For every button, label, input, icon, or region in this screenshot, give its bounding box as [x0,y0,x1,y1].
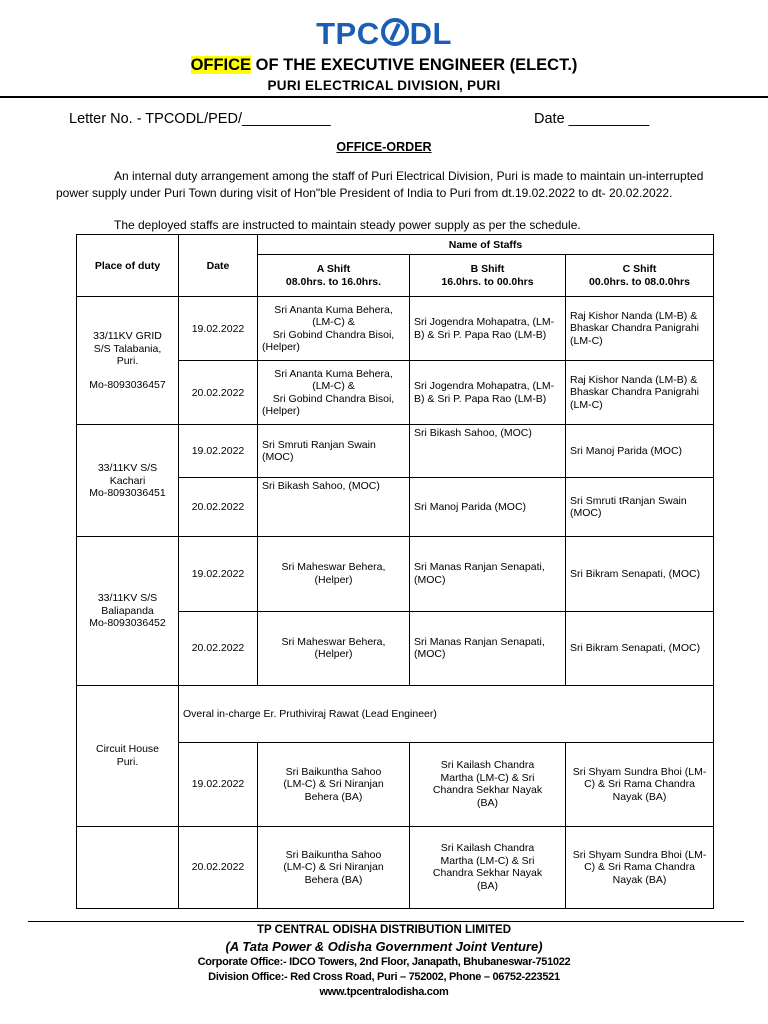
a-shift-cell: Sri Smruti Ranjan Swain (MOC) [258,425,410,478]
place-line: Circuit House [95,743,160,756]
place-line: 33/11KV GRID [93,330,162,343]
footer-tagline: (A Tata Power & Odisha Government Joint Venture) [225,939,543,954]
table-row [77,826,714,908]
table-row [77,425,714,478]
a-shift-time: 08.0hrs. to 16.0hrs. [285,275,382,288]
table-row [77,537,714,611]
place-empty [77,826,179,908]
logo-text-left: TPC [316,16,380,51]
header-place: Place of duty [77,235,179,297]
header-name-of-staffs: Name of Staffs [258,235,714,255]
place-line: Baliapanda [101,604,154,617]
b-shift-cell: Sri Jogendra Mohapatra, (LM-B) & Sri P. Papa Rao (LM-B) [410,297,566,361]
office-title [0,56,768,75]
c-shift-label: C Shift [622,263,657,276]
a-shift-cell: Sri Maheswar Behera, (Helper) [258,537,410,611]
place-mobile: Mo-8093036457 [89,378,166,391]
cell-line: Sri Gobind Chandra Bisoi, [272,392,395,405]
order-paragraph-1: An internal duty arrangement among the staff of Puri Electrical Division, Puri is made to maintain un-interrupted power supply under Puri Town during visit of Hon"ble President of India to Puri from dt.19.02.2022 to dt- 20.02.2022. [56,169,704,200]
place-line: S/S Talabania, [93,342,162,355]
division-title: PURI ELECTRICAL DIVISION, PURI [267,78,501,93]
cell-line: Sri Gobind Chandra Bisoi, [272,328,395,341]
duty-table [76,234,714,909]
place-mobile: Mo-8093036451 [89,487,166,500]
place-mobile: Mo-8093036452 [89,617,166,630]
office-title-rest: OF THE EXECUTIVE ENGINEER (ELECT.) [251,56,578,74]
letter-date: Date __________ [534,111,650,127]
logo-bolt-icon [381,18,409,46]
footer-company: TP CENTRAL ODISHA DISTRIBUTION LIMITED [256,924,512,936]
place-baliapanda [77,537,179,685]
b-shift-label: B Shift [470,263,505,276]
a-shift-cell: Sri Bikash Sahoo, (MOC) [258,478,410,537]
a-shift-cell: Sri Baikuntha Sahoo (LM-C) & Sri Niranjan Behera (BA) [258,742,410,826]
c-shift-cell: Sri Bikram Senapati, (MOC) [566,611,714,685]
c-shift-cell: Sri Shyam Sundra Bhoi (LM-C) & Sri Rama Chandra Nayak (BA) [566,826,714,908]
row-date: 19.02.2022 [179,742,258,826]
a-shift-cell: Sri Maheswar Behera, (Helper) [258,611,410,685]
office-highlight: OFFICE [190,56,252,74]
a-shift-cell [258,297,410,361]
header-b-shift [410,255,566,297]
row-date: 19.02.2022 [179,537,258,611]
table-row [77,297,714,361]
b-shift-time: 16.0hrs. to 00.0hrs [441,275,534,288]
letter-number: Letter No. - TPCODL/PED/___________ [69,111,331,127]
b-shift-cell: Sri Bikash Sahoo, (MOC) [410,425,566,478]
logo-text-right: DL [409,16,452,51]
c-shift-cell: Raj Kishor Nanda (LM-B) & Bhaskar Chandra Panigrahi (LM-C) [566,361,714,425]
header-a-shift [258,255,410,297]
header-date: Date [179,235,258,297]
b-shift-cell: Sri Manoj Parida (MOC) [410,478,566,537]
header-c-shift [566,255,714,297]
row-date: 20.02.2022 [179,826,258,908]
table-row [77,685,714,742]
order-title: OFFICE-ORDER [336,140,432,154]
c-shift-cell: Raj Kishor Nanda (LM-B) & Bhaskar Chandra Panigrahi (LM-C) [566,297,714,361]
b-shift-cell: Sri Jogendra Mohapatra, (LM-B) & Sri P. Papa Rao (LM-B) [410,361,566,425]
table-header-row [77,235,714,255]
place-line: Puri. [116,755,139,768]
order-paragraph-2: The deployed staffs are instructed to maintain steady power supply as per the schedule. [114,218,581,232]
footer-website: www.tpcentralodisha.com [319,986,449,998]
cell-line: (Helper) [262,405,300,418]
footer-division-office: Division Office:- Red Cross Road, Puri – 752002, Phone – 06752-223521 [208,971,560,983]
row-date: 20.02.2022 [179,478,258,537]
b-shift-cell: Sri Manas Ranjan Senapati, (MOC) [410,611,566,685]
c-shift-cell: Sri Bikram Senapati, (MOC) [566,537,714,611]
place-circuit-house [77,685,179,826]
cell-line: (LM-C) & [312,316,355,329]
header-divider [0,96,768,98]
row-date: 20.02.2022 [179,361,258,425]
a-shift-cell [258,361,410,425]
b-shift-cell: Sri Manas Ranjan Senapati, (MOC) [410,537,566,611]
a-shift-label: A Shift [316,263,351,276]
row-date: 19.02.2022 [179,425,258,478]
footer-divider [28,921,744,922]
cell-line: Sri Ananta Kuma Behera, [274,303,393,316]
c-shift-cell: Sri Shyam Sundra Bhoi (LM-C) & Sri Rama Chandra Nayak (BA) [566,742,714,826]
cell-line: (Helper) [262,341,300,354]
place-kachari [77,425,179,537]
place-talabania [77,297,179,425]
place-line: Kachari [109,474,146,487]
cell-line: (LM-C) & [312,380,355,393]
place-line: 33/11KV S/S [97,462,158,475]
a-shift-cell: Sri Baikuntha Sahoo (LM-C) & Sri Niranjan Behera (BA) [258,826,410,908]
b-shift-cell: Sri Kailash Chandra Martha (LM-C) & Sri Chandra Sekhar Nayak (BA) [410,742,566,826]
cell-line: Sri Ananta Kuma Behera, [274,367,393,380]
row-date: 19.02.2022 [179,297,258,361]
c-shift-cell: Sri Manoj Parida (MOC) [566,425,714,478]
c-shift-time: 00.0hrs. to 08.0.0hrs [589,275,690,288]
incharge-cell: Overal in-charge Er. Pruthiviraj Rawat (Lead Engineer) [179,685,714,742]
place-line: 33/11KV S/S [97,592,158,605]
row-date: 20.02.2022 [179,611,258,685]
company-logo [0,16,768,52]
b-shift-cell: Sri Kailash Chandra Martha (LM-C) & Sri Chandra Sekhar Nayak (BA) [410,826,566,908]
place-line: Puri. [116,355,139,368]
footer-corporate-office: Corporate Office:- IDCO Towers, 2nd Floor, Janapath, Bhubaneswar-751022 [197,956,571,968]
c-shift-cell: Sri Smruti tRanjan Swain (MOC) [566,478,714,537]
